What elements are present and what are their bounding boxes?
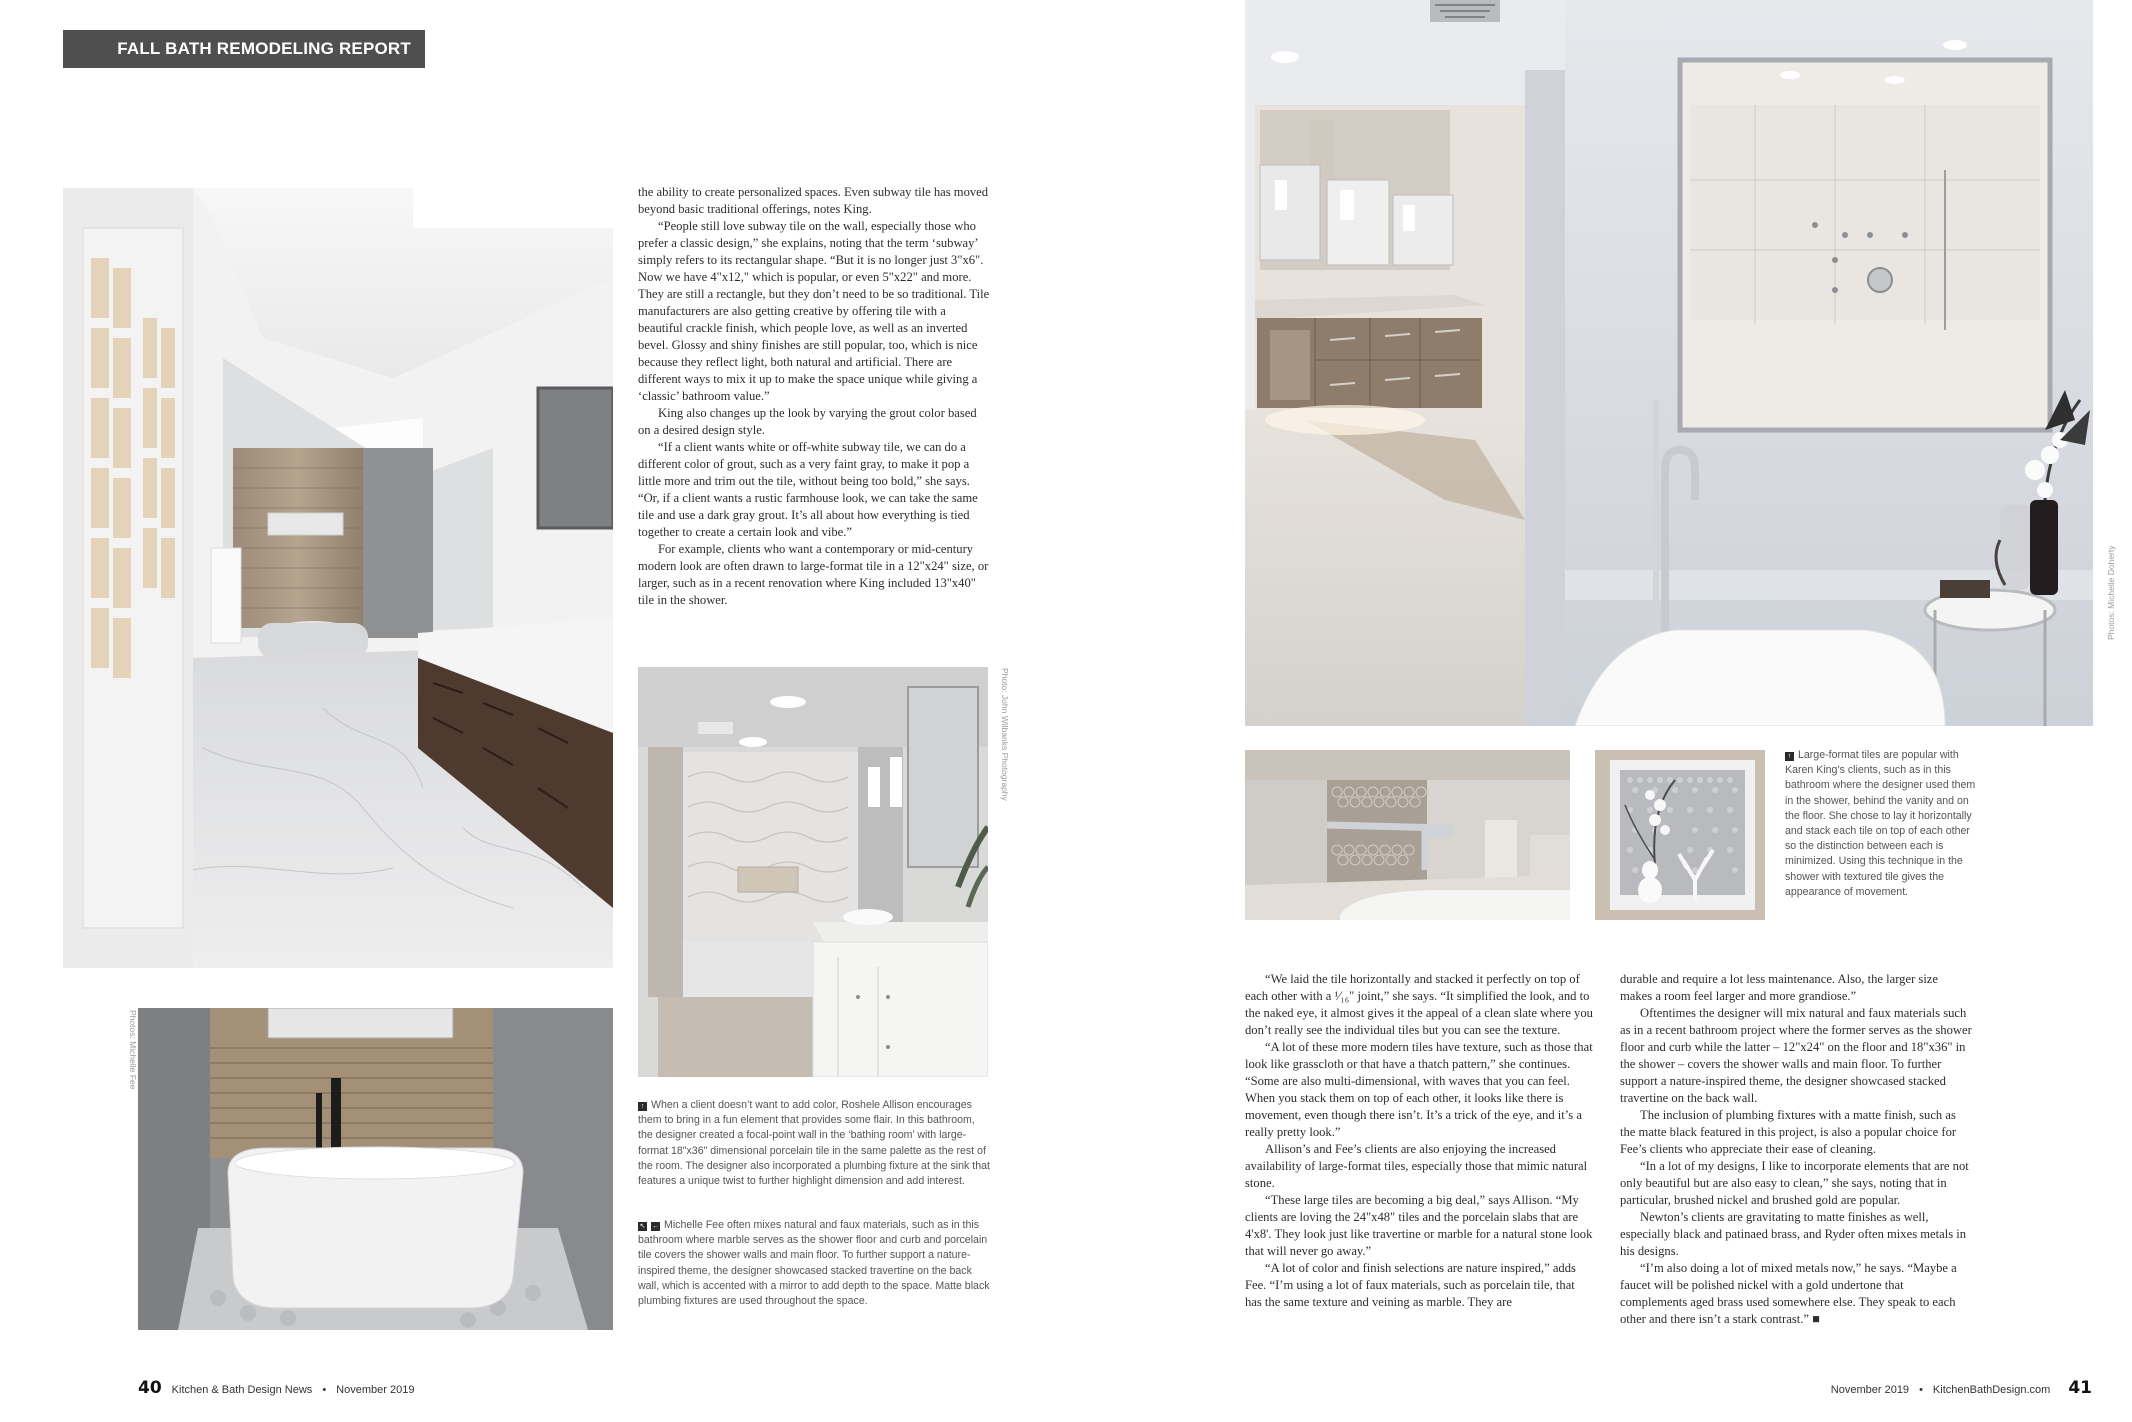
paragraph: Allison’s and Fee’s clients are also enjoying the increased availability of large-format tiles, especially those that mimic natural stone. xyxy=(1245,1142,1588,1190)
paragraph: the ability to create personalized spaces. Even subway tile has moved beyond basic traditional offerings, notes King. xyxy=(638,185,989,216)
footer-separator: • xyxy=(1919,1384,1923,1396)
caption-fee xyxy=(638,1218,990,1309)
paragraph: “These large tiles are becoming a big deal,” says Allison. “My clients are loving the 24"x48" tiles and the porcelain slabs that are 4'x8'. They look just like travertine or marble for a natural stone look that will never go away.” xyxy=(1245,1193,1593,1258)
paragraph: “I’m also doing a lot of mixed metals now,” he says. “Maybe a faucet will be polished nickel with a gold undertone that complements aged brass used somewhere else. They speak to each other and there isn’t a stark contrast.” ■ xyxy=(1620,1261,1957,1326)
paragraph: King also changes up the look by varying the grout color based on a desired design style. xyxy=(638,406,977,437)
article-column-right-2 xyxy=(1620,971,1972,1328)
sink-detail-image xyxy=(1245,750,1570,920)
section-label: FALL BATH REMODELING REPORT xyxy=(117,39,411,58)
article-column-right-1 xyxy=(1245,971,1593,1311)
paragraph: Newton’s clients are gravitating to matte finishes as well, especially black and patinaed brass, and Ryder often mixes metals in his designs. xyxy=(1620,1210,1967,1258)
paragraph: The inclusion of plumbing fixtures with a matte finish, such as the matte black featured in this project, is also a popular choice for Fee’s clients who appreciate their ease of cleaning. xyxy=(1620,1108,1957,1156)
footer-separator: • xyxy=(322,1384,327,1396)
caption-text: Michelle Fee often mixes natural and faux materials, such as in this bathroom where marble serves as the shower floor and curb and porcelain tile covers the shower walls and main floor. To further support a nature-inspired theme, the designer showcased stacked travertine on the back wall, which is accented with a mirror to add depth to the space. Matte black plumbing fixtures are used throughout the space. xyxy=(638,1219,990,1308)
photo-credit-right: Photos: Michelle Doherty xyxy=(2106,545,2116,640)
caption-text: When a client doesn’t want to add color, Roshele Allison encourages them to bring in a fun element that provides some flair. In this bathroom, the designer created a focal-point wall in the ‘bathing room’ with large-format 18"x36" dimensional porcelain tile in the same palette as the rest of the room. The designer also incorporated a plumbing fixture at the sink that features a unique twist to further highlight dimension and add interest. xyxy=(638,1099,990,1188)
paragraph: “People still love subway tile on the wall, especially those who prefer a classic design,” she explains, noting that the term ‘subway’ simply refers to its rectangular shape. “But it is no longer just 3"x6". Now we have 4"x12," which is popular, or even 5"x22" and more. They are still a rectangle, but they don’t need to be so traditional. Tile manufacturers are also getting creative by offering tile with a beautiful crackle finish, which people love, as well as an inverted bevel. Glossy and shiny finishes are still popular, too, which is nice because they reflect light, both natural and artificial. There are different ways to mix it up to make the space unique while giving a ‘classic’ bathroom value.” xyxy=(638,219,990,403)
footer-right xyxy=(1831,1378,2092,1398)
arrow-up-left-icon: ↖ xyxy=(639,1223,646,1230)
page-number: 41 xyxy=(2068,1378,2092,1398)
caption-text: Large-format tiles are popular with Karen King’s clients, such as in this bathroom where the designer used them in the shower, behind the vanity and on the floor. She chose to lay it horizontally and stack each tile on top of each other so the distinction between each is minimized. Using this technique in the shower with textured tile gives the appearance of movement. xyxy=(1785,749,1976,898)
paragraph: “In a lot of my designs, I like to incorporate elements that are not only beautiful but are also easy to clean,” she says, noting that in particular, brushed nickel and brushed gold are popular. xyxy=(1620,1159,1969,1207)
article-column-left-page xyxy=(638,184,990,609)
paragraph: Oftentimes the designer will mix natural and faux materials such as in a recent bathroom project where the former serves as the shower floor and curb while the latter – 12"x24" on the floor and 18"x36" in the shower – covers the shower walls and main floor. To further support a nature-inspired theme, the designer showcased stacked travertine on the back wall. xyxy=(1620,1006,1972,1105)
paragraph: “If a client wants white or off-white subway tile, we can do a different color of grout, such as a very faint gray, to make it pop a little more and trim out the tile, without being too bold,” she says. “Or, if a client wants a rustic farmhouse look, we can take the same tile and use a dark gray grout. It’s all about how everything is tied together to create a certain look and vibe.” xyxy=(638,440,978,539)
paragraph: For example, clients who want a contemporary or mid-century modern look are often drawn to large-format tile in a 12"x24" size, or larger, such as in a recent renovation where King included 13"x40" tile in the shower. xyxy=(638,542,989,607)
white-vanity-image xyxy=(638,667,988,1077)
master-bath-image xyxy=(1245,0,2093,726)
photo-freestanding-tub xyxy=(138,1008,613,1330)
caption-king xyxy=(1785,748,1980,900)
arrow-up-icon: ↑ xyxy=(638,1102,647,1111)
section-header-bar xyxy=(63,30,425,68)
photo-niche-detail xyxy=(1595,750,1765,920)
footer-date: November 2019 xyxy=(1830,1384,1910,1396)
photo-master-bath xyxy=(1245,0,2093,726)
freestanding-tub-image xyxy=(138,1008,613,1330)
footer-left xyxy=(138,1378,414,1398)
photo-sink-detail xyxy=(1245,750,1570,920)
paragraph: “A lot of color and finish selections are nature inspired,” adds Fee. “I’m using a lot of faux materials, such as porcelain tile, that has the same texture and veining as marble. They are xyxy=(1245,1261,1576,1309)
page-number: 40 xyxy=(138,1378,162,1398)
paragraph: durable and require a lot less maintenance. Also, the larger size makes a room feel larger and more grandiose.” xyxy=(1620,972,1938,1003)
photo-white-vanity xyxy=(638,667,988,1077)
footer-website: KitchenBathDesign.com xyxy=(1932,1384,2051,1396)
footer-publication: Kitchen & Bath Design News xyxy=(171,1384,313,1396)
footer-date: November 2019 xyxy=(336,1384,415,1396)
arrow-left-icon: ← xyxy=(652,1223,659,1230)
photo-credit-tub: Photos: Michelle Fee xyxy=(128,1010,138,1090)
photo-credit-vanity: Photo: John Wilbanks Photography xyxy=(1000,668,1010,801)
photo-hallway-bath xyxy=(63,188,613,968)
hallway-bath-image xyxy=(63,188,613,968)
arrow-up-icon: ↑ xyxy=(1785,752,1794,761)
niche-detail-image xyxy=(1595,750,1765,920)
caption-allison xyxy=(638,1098,990,1189)
paragraph: “A lot of these more modern tiles have texture, such as those that look like grasscloth or that have a thatch pattern,” she continues. “Some are also multi-dimensional, with waves that you can feel. When you stack them on top of each other, it looks like there is movement, even though there isn’t. It’s a trick of the eye, and it’s a really pretty look.” xyxy=(1245,1040,1593,1139)
paragraph: “We laid the tile horizontally and stacked it perfectly on top of each other with a ¹⁄₁₆" joint,” she says. “It simplified the look, and to the naked eye, it almost gives it the appeal of a clean slate where you don’t really see the individual tiles but you can see the texture. xyxy=(1245,972,1593,1037)
